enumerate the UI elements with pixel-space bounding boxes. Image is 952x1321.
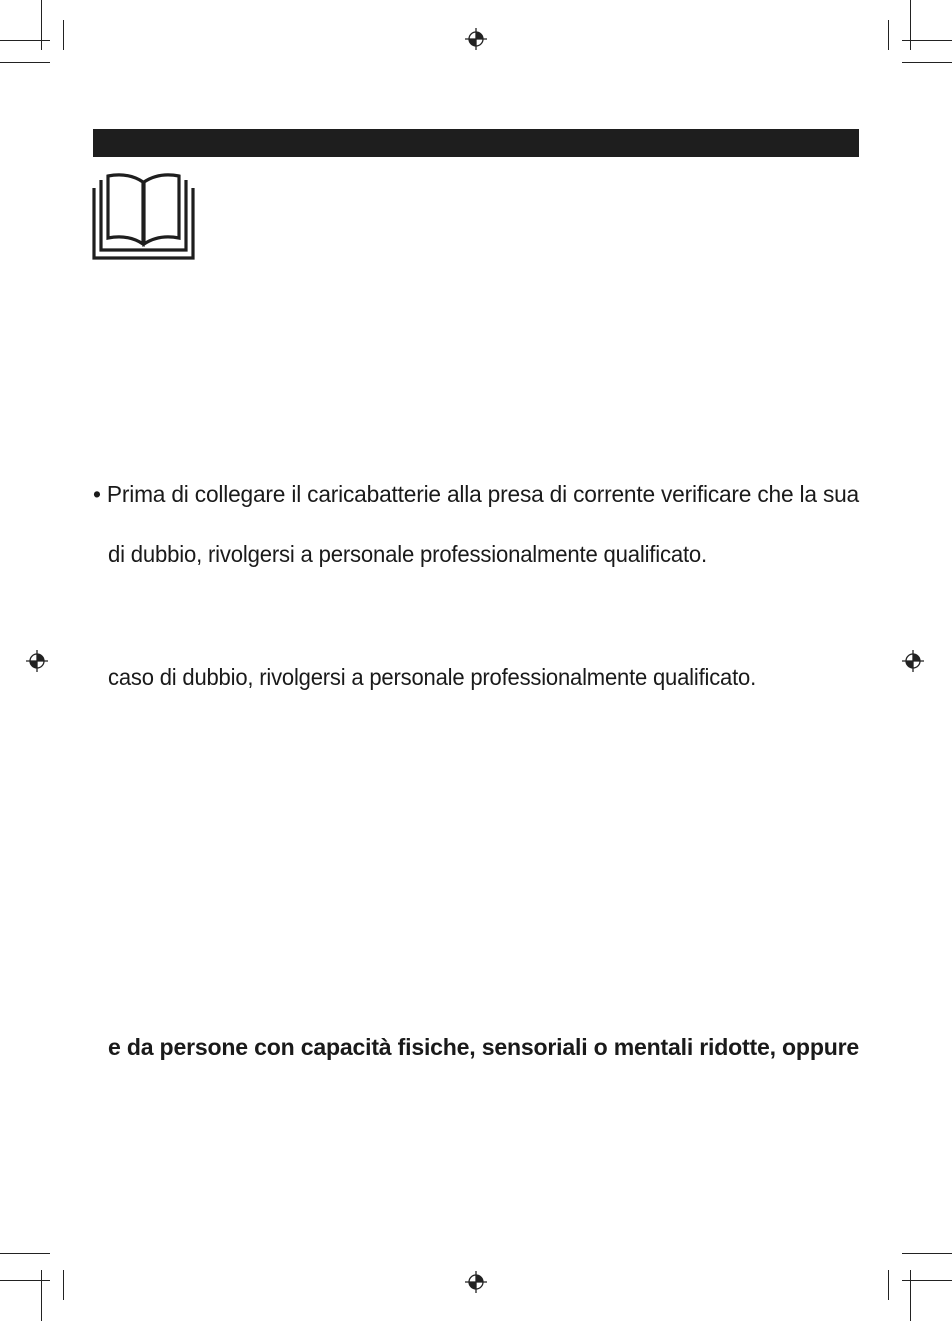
crop-mark-icon — [888, 20, 889, 50]
crop-mark-icon — [63, 20, 64, 50]
registration-mark-icon — [465, 1271, 487, 1293]
crop-mark-icon — [0, 1253, 50, 1254]
crop-mark-icon — [910, 1270, 911, 1321]
section-header-bar — [93, 129, 859, 157]
safety-line-2: di dubbio, rivolgersi a personale professionalmente qualificato. — [108, 541, 707, 567]
crop-mark-icon — [0, 62, 50, 63]
crop-mark-icon — [41, 1270, 42, 1321]
registration-mark-icon — [902, 650, 924, 672]
safety-line-3: caso di dubbio, rivolgersi a personale professionalmente qualificato. — [108, 664, 756, 690]
crop-mark-icon — [0, 40, 50, 41]
registration-mark-icon — [465, 28, 487, 50]
safety-line-4: e da persone con capacità fisiche, sensoriali o mentali ridotte, oppure — [108, 1034, 859, 1060]
crop-mark-icon — [902, 1253, 952, 1254]
crop-mark-icon — [63, 1270, 64, 1300]
crop-mark-icon — [902, 62, 952, 63]
book-icon — [92, 172, 195, 260]
crop-mark-icon — [888, 1270, 889, 1300]
registration-mark-icon — [26, 650, 48, 672]
crop-mark-icon — [0, 1280, 50, 1281]
crop-mark-icon — [902, 1280, 952, 1281]
safety-line-1: • Prima di collegare il caricabatterie alla presa di corrente verificare che la sua — [93, 481, 859, 507]
crop-mark-icon — [910, 0, 911, 50]
crop-mark-icon — [41, 0, 42, 50]
